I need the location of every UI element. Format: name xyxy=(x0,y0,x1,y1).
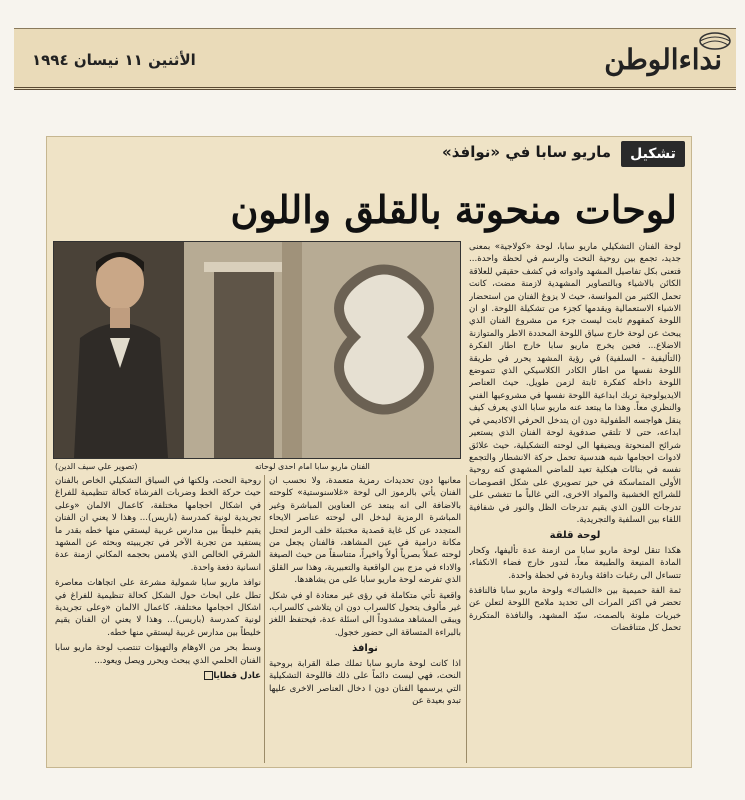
paragraph: نوافذ ماريو سابا شمولية مشرعة على اتجاهات معاصرة تطل على ابحاث حول الشكل كحالة تنظيمية للفراغ في اشكال احجامها مختلفة، كاعمال الالمان «وعلى تجريدية لونية كمدرسة (باريس)... وهذا لا يعني ان الفنان يقيم خليطاً بين مدارس غربية ليستقي منها خطه. xyxy=(55,578,261,638)
section-tag: تشكيل xyxy=(621,141,685,167)
paragraph: روحية النحت، ولكنها في السياق التشكيلي الخاص بالفنان حيث حركة الخط وضربات الفرشاة كحالة تنظيمية للفراغ في اشكال احجامها مختلفة، كاعمال الالمان «وعلى تجريدية لونية كمدرسة (باريس)... وهذا لا يعني ان الفنان يقيم خليطاً بين مدارس غربية ليستقي منها خطه بقدر ما يستفيد من تجربة الآخر في تجريبيته وبحثه عن المشهد الشرقي الخالص الذي يلامس بحجمه المكاني ازمنة عدة انسانية دفعة واحدة. xyxy=(55,476,261,573)
photo-caption: الفنان ماريو سابا امام احدى لوحاته xyxy=(255,462,370,471)
article-column-1 xyxy=(469,241,681,761)
paragraph: هكذا تنقل لوحة ماريو سابا من ازمنة عدة تأليفها، وكحار المادة المنيعة والطبيعة معاً، لتدور خارج فضاء الانكفاء، تتساءل الى رغبات دافئة وباردة في لحظة واحدة. xyxy=(469,545,681,581)
column-divider xyxy=(466,475,467,763)
paragraph: معانيها دون تحديدات رمزية متعمدة، ولا نحسب ان الفنان يأتي بالرموز الى لوحة «غلاسنوستية» كلوحته بالاضافة الى انه يبتعد عن العناوين المباشرة وغير المباشرة الرمزية ليدخل الى لوحته عناصر الايحاء المتجدد عن كل غاية قصدية مختبئة خلف الرمز لتحتل مكانة درامية في عين المشاهد، فالفنان يجعل من لوحته عملاً بصرياً أولاً واخيراً، متناسقاً من حيث الصيغة والاداء في مزج بين الواقعية والتعبيرية، وهذا سر القلق الذي تفرضه لوحة ماريو سابا على من يشاهدها. xyxy=(269,476,461,586)
author-name: عادل قطايا xyxy=(213,671,261,682)
article-clipping xyxy=(46,136,692,768)
author-signature xyxy=(55,670,261,682)
article-headline: لوحات منحوتة بالقلق واللون xyxy=(230,187,677,232)
paragraph: لوحة الفنان التشكيلي ماريو سابا، لوحة «كولاجية» بمعنى جديد، تجمع بين روحية النحت والرسم في لحظة واحدة... فتعنى بكل تفاصيل المشهد وادواته في كشف حقيقي للعلاقة الكائن بالاشياء وبالتصاوير المشهدية لازمنة مضت، كانت تحمل الكثير من الموانسة، حيث لا يزوغ الفنان من استحضار الاشياء الاستعمالية ويقدمها كجزء من تشكيلة اللوحة. او ان اللوحة كمفهوم ثابت ليست جزء من مشروع الفنان الذي يبحث عن لوحة خارج سياق اللوحة المحددة الاطر والمتوازنة الاضلاع... فحين يخرج ماريو سابا خارج اطار الفكرة (التأليفية - السلفية) في رؤية المشهد يحرر في طريقة اللوحة نفسها من اطار الكادر الكلاسيكي الذي تتموضع اللوحة داخله كفكرة ثابتة لزمن طويل. حيث العناصر الايديولوجية تربك ابداعية اللوحة نفسها في مشروعيها الفني والنظري معاً. وهذا ما يبتعد عنه ماريو سابا الذي يعرف كيف ينقل هواجسه الطفولية دون ان يتدخل الحرفي الاكاديمي في ابداعه، حتى لا تلتقي صدفوية لوحة الفنان الذي يستعير شرائح المنحوتة ويضيفها الى لوحته التشكيلية، حيث علائق لادوات احجامها شبه هندسية تحمل حركة الانشطار والتجمع نفسه في بنائات هيكلية تعيد للماضي المشهدي كنه روحية الأولى المتماسكة في حيز تصويري على شكل اقصوصات للشرائح الخشبية والمواد الاخرى، التي غالباً ما تتغشى على تدرجات اللون الذي يقيم تدرجات الظل والنور في شفافية اللقاء بين السلفية والتجريدية. xyxy=(469,242,681,525)
subheading: نوافذ xyxy=(352,643,378,655)
signature-box-icon xyxy=(204,671,213,680)
artist-photo-image xyxy=(54,242,460,458)
paragraph: واقعية تأتي متكاملة في رؤى غير معتادة او في شكل غير مألوف يتحول كالسراب دون ان يتلاشى كالسراب، ويبقى المشاهد مشدوداً الى اسئلة عدة، فيحتفظ اللغز بالبراءة المتساقة الى حضور خجول. xyxy=(269,590,461,638)
paragraph: ثمة الفة حميمية بين «الشباك» ولوحة ماريو سابا فالنافذة تحضر في اكثر المرات الى تحديد ملامح اللوحة لتعلن عن خبريات ملونة بالصمت، سيّد المشهد، والنافذة المتكررة تحمل كل متناقضات xyxy=(469,585,681,634)
paragraph: اذا كانت لوحة ماريو سابا تملك صلة القرابة بروحية النحت، فهي ليست دائماً على ذلك فاللوحة التشكيلية التي يرسمها الفنان دون ا دخال العناصر الاخرى عليها تبدو بعيدة عن xyxy=(269,658,461,706)
article-column-2 xyxy=(269,475,461,765)
paragraph: وسط بحر من الاوهام والتهيؤات تنتصب لوحة ماريو سابا الفنان الحلمي الذي يبحث ويحرر ويصل ويعود... xyxy=(55,643,261,666)
issue-date: الأثنين ١١ نيسان ١٩٩٤ xyxy=(32,51,196,69)
newspaper-masthead xyxy=(14,28,736,90)
article-column-3 xyxy=(55,475,261,765)
article-kicker: ماريو سابا في «نوافذ» xyxy=(442,143,611,161)
column-divider xyxy=(264,475,265,763)
artist-photo xyxy=(53,241,461,459)
newspaper-name: نداءالوطن xyxy=(604,43,722,76)
subheading: لوحة قلقة xyxy=(549,530,601,542)
photo-credit: (تصوير علي سيف الدين) xyxy=(55,462,138,471)
